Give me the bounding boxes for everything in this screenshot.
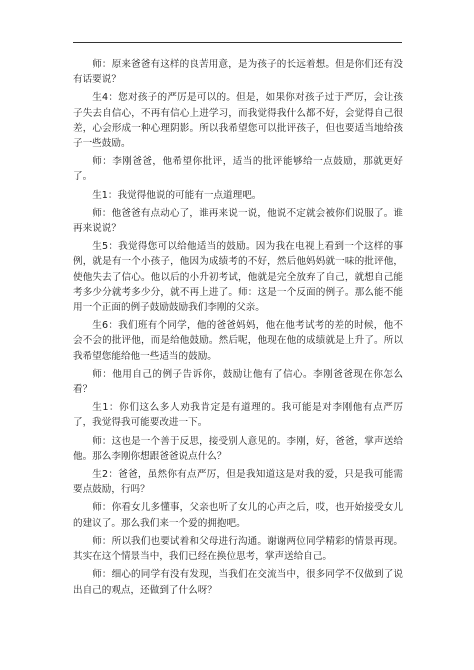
paragraph: 师：你看女儿多懂事，父亲也听了女儿的心声之后，哎，也开始接受女儿的建议了。那么我们来一个爱的拥抱吧。 [73, 502, 403, 529]
paragraph: 师：这也是一个善于反思，接受别人意见的。李刚，好，爸爸，掌声送给他。那么李刚你想跟爸爸说点什么？ [73, 435, 403, 462]
document-body [73, 57, 403, 601]
header-rule [73, 42, 402, 43]
paragraph: 师：所以我们也要试着和父母进行沟通。谢谢两位同学精彩的情景再现。其实在这个情景当中，我们已经在换位思考，掌声送给自己。 [73, 535, 403, 563]
paragraph: 师：细心的同学有没有发现，当我们在交流当中，很多同学不仅做到了说出自己的观点，还做到了什么呀？ [73, 569, 403, 596]
paragraph: 生1：我觉得他说的可能有一点道理吧。 [92, 189, 262, 201]
paragraph: 生4：您对孩子的严厉是可以的。但是，如果你对孩子过于严厉，会让孩子失去自信心，不再有信心上进学习，而我觉得我什么都不好，会觉得自己很差，心会形成一种心理阴影。所以我希望您可以批评孩子，但也要适当地给孩子一些鼓励。 [73, 92, 403, 150]
paragraph: 生2：爸爸，虽然你有点严厉，但是我知道这是对我的爱，只是我可能需要点鼓励，行吗？ [73, 469, 403, 496]
paragraph: 生1：你们这么多人劝我肯定是有道理的。我可能是对李刚他有点严厉了，我觉得我可能要改进一下。 [73, 402, 403, 429]
paragraph: 师：李刚爸爸，他希望你批评，适当的批评能够给一点鼓励，那就更好了。 [73, 156, 403, 183]
paragraph: 生6：我们班有个同学，他的爸爸妈妈，他在他考试考的差的时候，他不会不会的批评他，而是给他鼓励。然后呢，他现在他的成绩就是上升了。所以我希望您能给他一些适当的鼓励。 [73, 320, 403, 362]
paragraph: 师：他用自己的例子告诉你，鼓励让他有了信心。李刚爸爸现在你怎么看？ [73, 368, 403, 396]
paragraph: 师：他爸爸有点动心了，谁再来说一说，他说不定就会被你们说服了。谁再来说说？ [73, 207, 403, 235]
paragraph: 生5：我觉得您可以给他适当的鼓励。因为我在电视上看到一个这样的事例，就是有一个小孩子，他因为成绩考的不好，然后他妈妈就一味的批评他，使他失去了信心。他以后的小升初考试，他就是完全放弃了自己，就想自己能考多少分就考多少分，就不再上进了。师：这是一个反面的例子。那么能不能用一个正面的例子鼓励鼓励我们李刚的父亲。 [73, 241, 403, 314]
paragraph: 师：原来爸爸有这样的良苦用意，是为孩子的长远着想。但是你们还有没有话要说？ [73, 59, 403, 86]
